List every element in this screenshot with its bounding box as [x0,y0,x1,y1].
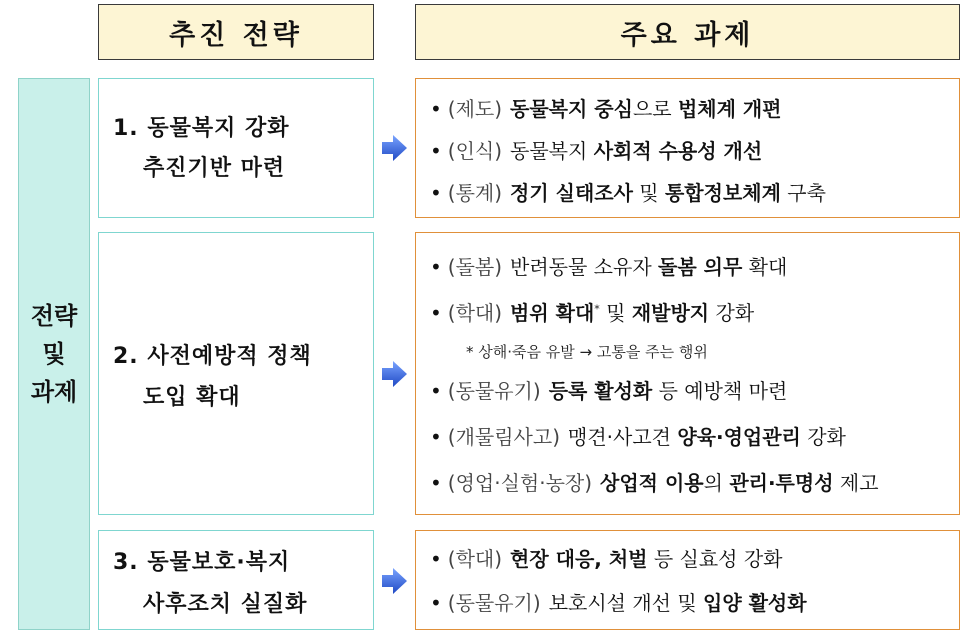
task-item: • (학대) 범위 확대* 및 재발방지 강화 [430,301,755,325]
task-item: • (동물유기) 보호시설 개선 및 입양 활성화 [430,591,807,615]
task-item: • (개물림사고) 맹견·사고견 양육·영업관리 강화 [430,425,846,449]
header-tasks: 주요 과제 [415,4,960,60]
task-box-3 [415,530,960,630]
side-label-line2: 및 [42,340,66,368]
task-item: • (돌봄) 반려동물 소유자 돌봄 의무 확대 [430,255,788,279]
task-item: • (제도) 동물복지 중심으로 법체계 개편 [430,97,782,121]
side-label-line3: 과제 [30,378,78,406]
task-item: • (영업·실험·농장) 상업적 이용의 관리·투명성 제고 [430,471,879,495]
strategy-3-line2: 사후조치 실질화 [143,592,308,617]
task-box-1 [415,78,960,218]
arrow-right-icon [379,133,409,163]
side-label [18,78,90,630]
task-item: • (인식) 동물복지 사회적 수용성 개선 [430,139,763,163]
strategy-1-line2: 추진기반 마련 [143,156,286,181]
strategy-box-1 [98,78,374,218]
arrow-right-icon [379,566,409,596]
arrow-right-icon [379,359,409,389]
task-item: • (통계) 정기 실태조사 및 통합정보체계 구축 [430,181,826,205]
strategy-2-line2: 도입 확대 [143,385,241,410]
footnote: * 상해·죽음 유발 → 고통을 주는 행위 [466,343,708,361]
strategy-3-line1: 3. 동물보호·복지 [113,550,291,575]
header-strategy: 추진 전략 [98,4,374,60]
strategy-1-line1: 1. 동물복지 강화 [113,116,290,141]
task-item: • (동물유기) 등록 활성화 등 예방책 마련 [430,379,788,403]
task-box-2 [415,232,960,515]
strategy-2-line1: 2. 사전예방적 정책 [113,344,312,369]
side-label-line1: 전략 [30,302,78,330]
strategy-box-3 [98,530,374,630]
task-item: • (학대) 현장 대응, 처벌 등 실효성 강화 [430,547,783,571]
strategy-box-2 [98,232,374,515]
